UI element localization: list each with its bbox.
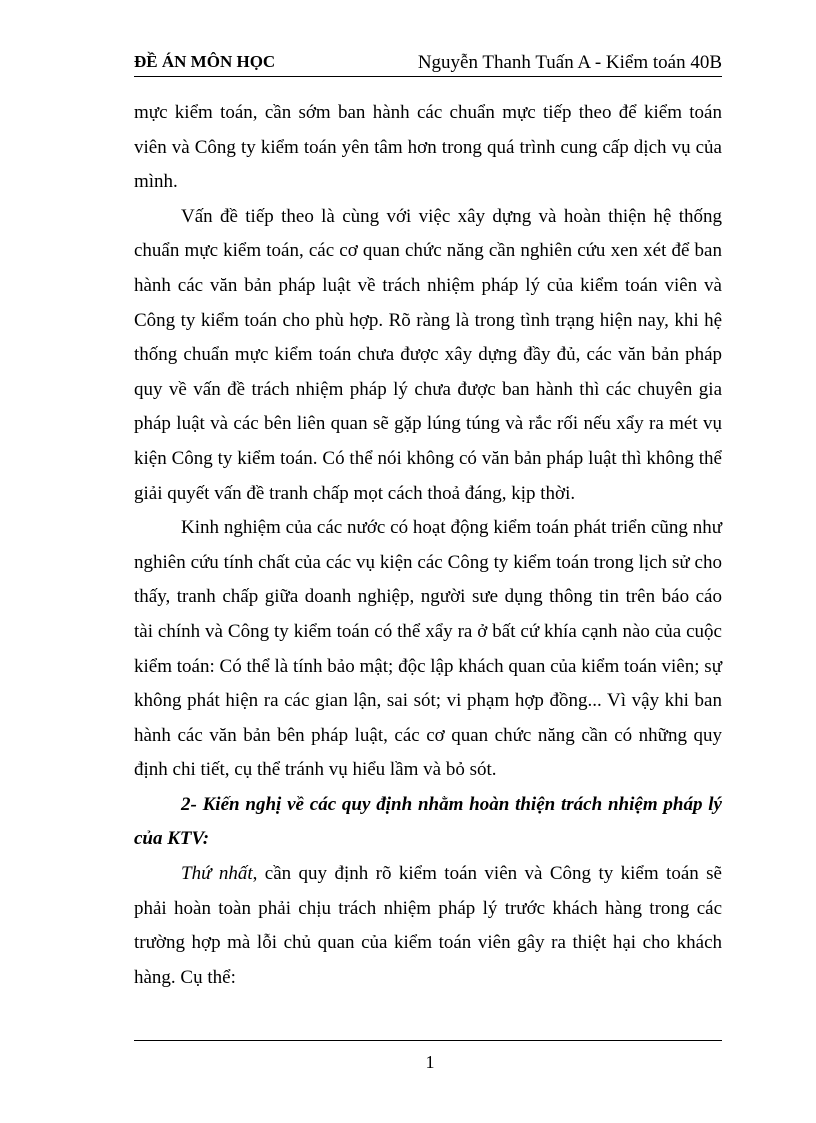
paragraph-4: [134, 857, 722, 995]
section-heading: 2- Kiến nghị về các quy định nhằm hoàn thiện trách nhiệm pháp lý của KTV:: [134, 793, 722, 850]
footer-divider: [134, 1040, 722, 1041]
paragraph-4-lead: Thứ nhất: [181, 863, 253, 885]
page-number: 1: [425, 1052, 435, 1072]
page-header: [134, 52, 722, 77]
paragraph-3: Kinh nghiệm của các nước có hoạt động kiểm toán phát triển cũng như nghiên cứu tính chất của các vụ kiện các Công ty kiểm toán trong lịch sử cho thấy, tranh chấp giữa doanh nghiệp, người sưe dụng thông tin trên báo cáo tài chính và Công ty kiểm toán có thể xẩy ra ở bất cứ khía cạnh nào của cuộc kiểm toán: Có thể là tính bảo mật; độc lập khách quan của kiểm toán viên; sự không phát hiện ra các gian lận, sai sót; vi phạm hợp đồng... Vì vậy khi ban hành các văn bản bên pháp luật, các cơ quan chức năng cần có những quy định chi tiết, cụ thể tránh vụ hiểu lầm và bỏ sót.: [134, 517, 722, 781]
document-body: [134, 96, 722, 995]
paragraph-2: Vấn đề tiếp theo là cùng với việc xây dựng và hoàn thiện hệ thống chuẩn mực kiểm toán, các cơ quan chức năng cần nghiên cứu xen xét để ban hành các văn bản pháp luật về trách nhiệm pháp lý của kiểm toán viên và Công ty kiểm toán cho phù hợp. Rõ ràng là trong tình trạng hiện nay, khi hệ thống chuẩn mực kiểm toán chưa được xây dựng đầy đủ, các văn bản pháp quy về vấn đề trách nhiệm pháp lý chưa được ban hành thì các chuyên gia pháp luật và các bên liên quan sẽ gặp lúng túng và rắc rối nếu xẩy ra mét vụ kiện Công ty kiểm toán. Có thể nói không có văn bản pháp luật thì không thể giải quyết vấn đề tranh chấp mọt cách thoả đáng, kịp thời.: [134, 205, 722, 504]
paragraph-4-text: , cần quy định rõ kiểm toán viên và Công ty kiểm toán sẽ phải hoàn toàn phải chịu trách nhiệm pháp lý trước khách hàng trong các trường hợp mà lỗi chủ quan của kiểm toán viên gây ra thiệt hại cho khách hàng. Cụ thể:: [134, 863, 722, 988]
paragraph-1: mực kiểm toán, cần sớm ban hành các chuẩn mực tiếp theo để kiểm toán viên và Công ty kiểm toán yên tâm hơn trong quá trình cung cấp dịch vụ của mình.: [134, 102, 722, 193]
course-title: ĐỀ ÁN MÔN HỌC: [134, 52, 276, 71]
author-info: Nguyễn Thanh Tuấn A - Kiểm toán 40B: [417, 52, 722, 73]
